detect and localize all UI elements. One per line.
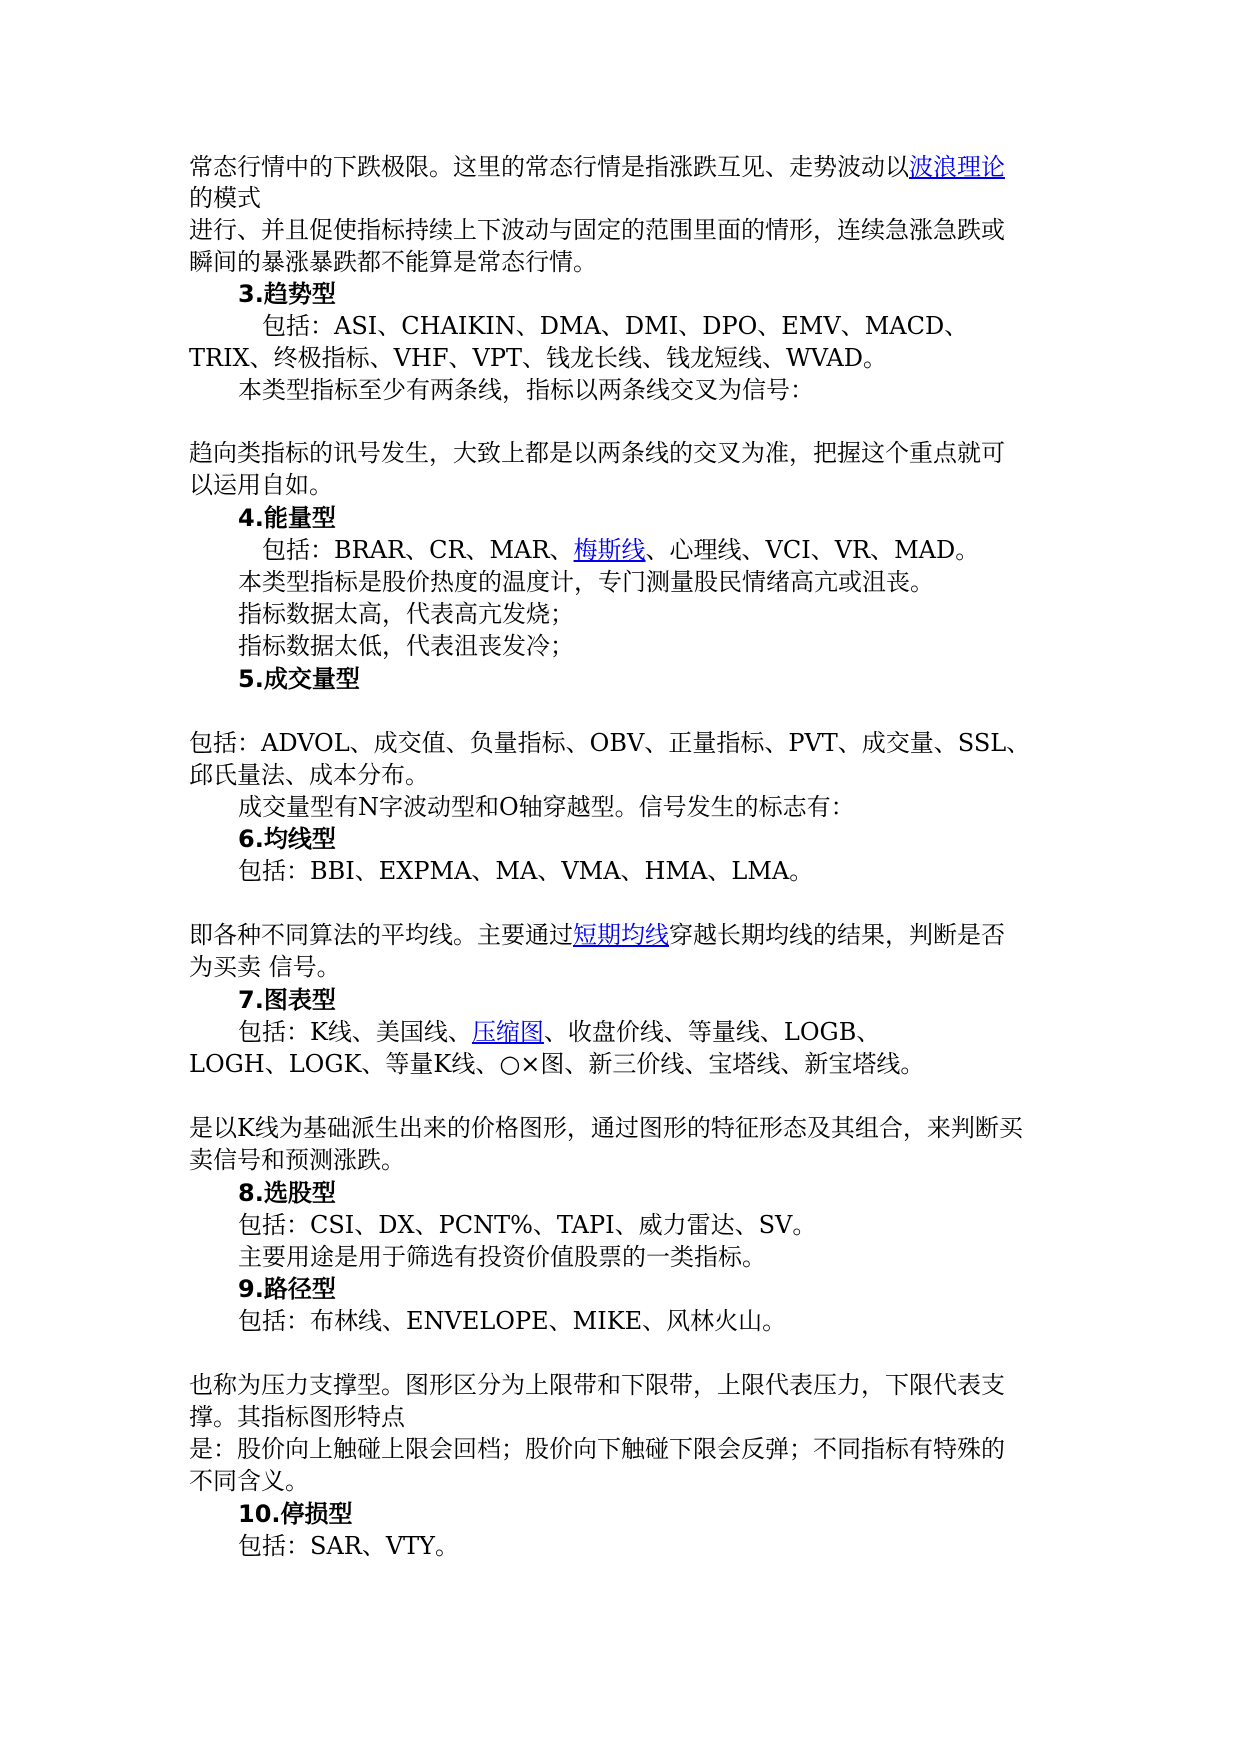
- paragraph-line: [238, 598, 574, 630]
- paragraph-line: [189, 759, 429, 791]
- text-run: 包括：ADVOL、成交值、负量指标、OBV、正量指标、PVT、成交量、SSL、: [189, 729, 1031, 757]
- paragraph-line: [238, 630, 574, 662]
- paragraph-line: [189, 246, 597, 278]
- text-run: 为买卖 信号。: [189, 953, 341, 981]
- text-run: 邱氏量法、成本分布。: [189, 761, 429, 789]
- section-heading: 3.趋势型: [238, 280, 336, 308]
- paragraph-line: [189, 919, 1005, 951]
- text-run: 本类型指标是股价热度的温度计，专门测量股民情绪高亢或沮丧。: [238, 568, 934, 596]
- text-run: 包括：K线、美国线、: [238, 1018, 472, 1046]
- text-run: 本类型指标至少有两条线，指标以两条线交叉为信号：: [238, 376, 814, 404]
- text-run: 包括：CSI、DX、PCNT%、TAPI、威力雷达、SV。: [238, 1211, 817, 1239]
- text-run: LOGH、LOGK、等量K线、○×图、新三价线、宝塔线、新宝塔线。: [189, 1050, 925, 1078]
- text-run: 包括：BBI、EXPMA、MA、VMA、HMA、LMA。: [238, 857, 814, 885]
- link-short-term-ma[interactable]: 短期均线: [573, 921, 669, 949]
- text-run: 是：股价向上触碰上限会回档；股价向下触碰下限会反弹；不同指标有特殊的: [189, 1435, 1005, 1463]
- paragraph-line: [189, 727, 1030, 759]
- section-heading: 9.路径型: [238, 1275, 336, 1303]
- paragraph-line: [238, 1016, 880, 1048]
- paragraph-line: [189, 1112, 1023, 1144]
- text-run: 指标数据太高，代表高亢发烧；: [238, 600, 574, 628]
- text-run: 以运用自如。: [189, 471, 333, 499]
- text-run: 即各种不同算法的平均线。主要通过: [189, 921, 573, 949]
- paragraph-line: [189, 1048, 924, 1080]
- text-run: 包括：SAR、VTY。: [238, 1532, 460, 1560]
- paragraph-line: [189, 1144, 405, 1176]
- paragraph-line: [189, 182, 261, 214]
- paragraph-line: [189, 1401, 405, 1433]
- text-run: 趋向类指标的讯号发生，大致上都是以两条线的交叉为准，把握这个重点就可: [189, 439, 1005, 467]
- text-run: 也称为压力支撑型。图形区分为上限带和下限带，上限代表压力，下限代表支: [189, 1371, 1005, 1399]
- text-run: 主要用途是用于筛选有投资价值股票的一类指标。: [238, 1243, 766, 1271]
- text-run: 成交量型有N字波动型和O轴穿越型。信号发生的标志有：: [238, 793, 855, 821]
- paragraph-line: [238, 1530, 459, 1562]
- text-run: TRIX、终极指标、VHF、VPT、钱龙长线、钱龙短线、WVAD。: [189, 344, 887, 372]
- text-run: 的模式: [189, 184, 261, 212]
- paragraph-line: [262, 534, 979, 566]
- section-heading: 4.能量型: [238, 504, 336, 532]
- text-run: 包括：ASI、CHAIKIN、DMA、DMI、DPO、EMV、MACD、: [262, 312, 969, 340]
- paragraph-line: [189, 469, 333, 501]
- paragraph-line: [189, 151, 1005, 183]
- paragraph-line: [189, 1433, 1005, 1465]
- paragraph-line: [189, 342, 887, 374]
- text-run: 进行、并且促使指标持续上下波动与固定的范围里面的情形，连续急涨急跌或: [189, 216, 1005, 244]
- paragraph-line: [238, 791, 855, 823]
- text-run: 撑。其指标图形特点: [189, 1403, 405, 1431]
- paragraph-line: [189, 951, 341, 983]
- text-run: 瞬间的暴涨暴跌都不能算是常态行情。: [189, 248, 597, 276]
- text-run: 卖信号和预测涨跌。: [189, 1146, 405, 1174]
- text-run: 指标数据太低，代表沮丧发冷；: [238, 632, 574, 660]
- text-run: 包括：布林线、ENVELOPE、MIKE、风林火山。: [238, 1307, 787, 1335]
- paragraph-line: [189, 437, 1005, 469]
- text-run: 、心理线、VCI、VR、MAD。: [645, 536, 980, 564]
- text-run: 不同含义。: [189, 1467, 309, 1495]
- link-compressed-chart[interactable]: 压缩图: [471, 1018, 544, 1046]
- text-run: 常态行情中的下跌极限。这里的常态行情是指涨跌互见、走势波动以: [189, 153, 909, 181]
- paragraph-line: [238, 566, 934, 598]
- paragraph-line: [238, 1241, 766, 1273]
- text-run: 是以K线为基础派生出来的价格图形，通过图形的特征形态及其组合，来判断买: [189, 1114, 1023, 1142]
- paragraph-line: [238, 855, 813, 887]
- text-run: 、收盘价线、等量线、LOGB、: [543, 1018, 881, 1046]
- paragraph-line: [189, 214, 1005, 246]
- section-heading: 7.图表型: [238, 986, 336, 1014]
- link-wave-theory[interactable]: 波浪理论: [909, 153, 1005, 181]
- text-run: 包括：BRAR、CR、MAR、: [262, 536, 574, 564]
- paragraph-line: [238, 1305, 786, 1337]
- section-heading: 8.选股型: [238, 1179, 336, 1207]
- section-heading: 10.停损型: [238, 1500, 353, 1528]
- paragraph-line: [262, 310, 968, 342]
- link-mace-line[interactable]: 梅斯线: [573, 536, 646, 564]
- section-heading: 6.均线型: [238, 825, 336, 853]
- paragraph-line: [238, 374, 814, 406]
- paragraph-line: [189, 1465, 309, 1497]
- paragraph-line: [189, 1369, 1005, 1401]
- section-heading: 5.成交量型: [238, 665, 360, 693]
- paragraph-line: [238, 1209, 816, 1241]
- text-run: 穿越长期均线的结果，判断是否: [669, 921, 1005, 949]
